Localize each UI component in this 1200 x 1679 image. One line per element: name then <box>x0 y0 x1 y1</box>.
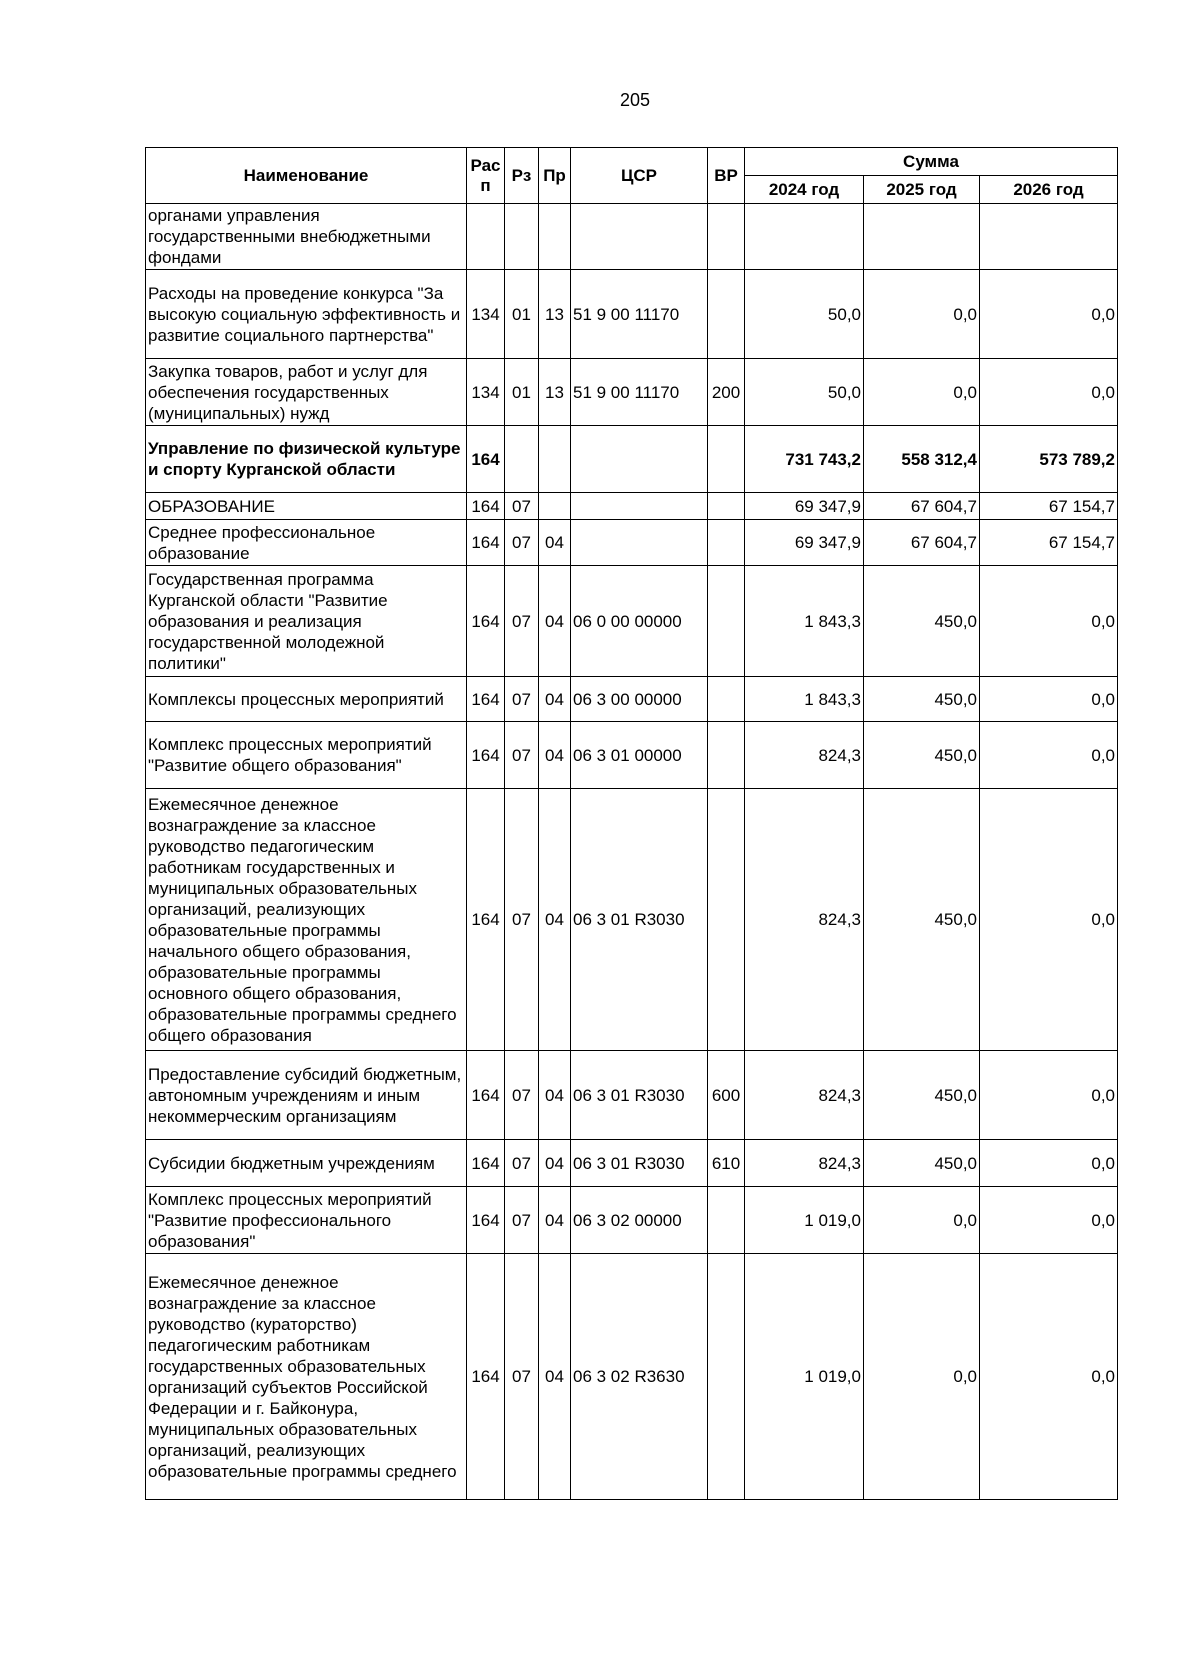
row-name: Ежемесячное денежное вознаграждение за классное руководство педагогическим работникам государственных и муниципальных образовательных организаций, реализующих образовательные программы начального общего образования, образовательные программы основного общего образования, образовательные программы среднего общего образования <box>146 789 467 1051</box>
row-vr <box>708 270 745 359</box>
header-rasp: Рас п <box>467 148 505 204</box>
row-csr <box>571 204 708 270</box>
row-sum-2025: 450,0 <box>864 677 980 722</box>
row-rz <box>505 204 539 270</box>
row-csr <box>571 426 708 493</box>
row-sum-2025: 558 312,4 <box>864 426 980 493</box>
header-year-2026: 2026 год <box>980 176 1118 204</box>
row-csr: 06 3 00 00000 <box>571 677 708 722</box>
row-sum-2026: 0,0 <box>980 677 1118 722</box>
row-vr <box>708 566 745 677</box>
row-rasp: 164 <box>467 1254 505 1500</box>
table-row <box>146 1254 1118 1500</box>
row-rasp: 164 <box>467 722 505 789</box>
row-sum-2026: 0,0 <box>980 1187 1118 1254</box>
page-number: 205 <box>619 90 651 110</box>
row-rz: 07 <box>505 789 539 1051</box>
row-pr: 04 <box>539 677 571 722</box>
row-pr: 13 <box>539 270 571 359</box>
row-sum-2026: 0,0 <box>980 359 1118 426</box>
row-name: Комплексы процессных мероприятий <box>146 677 467 722</box>
row-rasp: 134 <box>467 359 505 426</box>
row-sum-2025: 0,0 <box>864 1187 980 1254</box>
row-name: Закупка товаров, работ и услуг для обеспечения государственных (муниципальных) нужд <box>146 359 467 426</box>
row-vr <box>708 677 745 722</box>
row-pr: 13 <box>539 359 571 426</box>
row-rz <box>505 426 539 493</box>
row-rz: 01 <box>505 359 539 426</box>
table-row <box>146 493 1118 520</box>
row-pr: 04 <box>539 1051 571 1140</box>
row-rasp: 164 <box>467 789 505 1051</box>
row-vr <box>708 493 745 520</box>
row-rz: 07 <box>505 1051 539 1140</box>
row-sum-2026: 67 154,7 <box>980 493 1118 520</box>
row-sum-2024: 69 347,9 <box>745 520 864 566</box>
row-vr: 610 <box>708 1140 745 1187</box>
row-sum-2024: 50,0 <box>745 359 864 426</box>
row-sum-2025: 0,0 <box>864 1254 980 1500</box>
row-sum-2025: 0,0 <box>864 359 980 426</box>
table-row <box>146 1140 1118 1187</box>
row-vr: 200 <box>708 359 745 426</box>
row-vr <box>708 204 745 270</box>
row-rz: 07 <box>505 493 539 520</box>
row-rasp: 134 <box>467 270 505 359</box>
row-sum-2024: 824,3 <box>745 789 864 1051</box>
row-name: Расходы на проведение конкурса "За высокую социальную эффективность и развитие социального партнерства" <box>146 270 467 359</box>
row-sum-2026: 0,0 <box>980 270 1118 359</box>
row-name: Ежемесячное денежное вознаграждение за классное руководство (кураторство) педагогическим работникам государственных образовательных организаций субъектов Российской Федерации и г. Байконура, муниципальных образовательных организаций, реализующих образовательные программы среднего <box>146 1254 467 1500</box>
row-csr: 06 3 01 R3030 <box>571 1051 708 1140</box>
table-row <box>146 426 1118 493</box>
header-rz: Рз <box>505 148 539 204</box>
row-vr <box>708 1254 745 1500</box>
row-sum-2024: 731 743,2 <box>745 426 864 493</box>
row-rz: 01 <box>505 270 539 359</box>
row-name: Субсидии бюджетным учреждениям <box>146 1140 467 1187</box>
row-pr: 04 <box>539 789 571 1051</box>
row-pr <box>539 493 571 520</box>
row-sum-2026 <box>980 204 1118 270</box>
row-sum-2026: 0,0 <box>980 789 1118 1051</box>
row-sum-2024: 1 019,0 <box>745 1187 864 1254</box>
row-sum-2026: 67 154,7 <box>980 520 1118 566</box>
table-row <box>146 1187 1118 1254</box>
row-name: Государственная программа Курганской области "Развитие образования и реализация государственной молодежной политики" <box>146 566 467 677</box>
header-pr: Пр <box>539 148 571 204</box>
row-rz: 07 <box>505 1140 539 1187</box>
row-vr: 600 <box>708 1051 745 1140</box>
row-vr <box>708 520 745 566</box>
row-vr <box>708 426 745 493</box>
table-row <box>146 722 1118 789</box>
header-csr: ЦСР <box>571 148 708 204</box>
row-sum-2026: 0,0 <box>980 722 1118 789</box>
table-row <box>146 677 1118 722</box>
row-rz: 07 <box>505 520 539 566</box>
row-sum-2025: 450,0 <box>864 722 980 789</box>
table-row <box>146 204 1118 270</box>
row-name: Среднее профессиональное образование <box>146 520 467 566</box>
row-pr: 04 <box>539 722 571 789</box>
row-rasp: 164 <box>467 1140 505 1187</box>
budget-table <box>145 147 1118 1500</box>
row-name: органами управления государственными внебюджетными фондами <box>146 204 467 270</box>
row-sum-2025 <box>864 204 980 270</box>
row-sum-2025: 450,0 <box>864 789 980 1051</box>
table-row <box>146 520 1118 566</box>
row-sum-2024: 824,3 <box>745 1051 864 1140</box>
row-csr: 06 3 02 00000 <box>571 1187 708 1254</box>
row-name: ОБРАЗОВАНИЕ <box>146 493 467 520</box>
row-rasp: 164 <box>467 677 505 722</box>
table-row <box>146 270 1118 359</box>
header-vr: ВР <box>708 148 745 204</box>
row-name: Предоставление субсидий бюджетным, автономным учреждениям и иным некоммерческим организациям <box>146 1051 467 1140</box>
row-rasp: 164 <box>467 520 505 566</box>
header-sum: Сумма <box>745 148 1118 176</box>
row-sum-2024: 824,3 <box>745 1140 864 1187</box>
row-pr: 04 <box>539 520 571 566</box>
row-pr: 04 <box>539 1254 571 1500</box>
row-name: Комплекс процессных мероприятий "Развитие общего образования" <box>146 722 467 789</box>
table-row <box>146 1051 1118 1140</box>
row-rz: 07 <box>505 566 539 677</box>
row-sum-2025: 450,0 <box>864 566 980 677</box>
row-csr: 06 3 01 00000 <box>571 722 708 789</box>
table-row <box>146 359 1118 426</box>
row-sum-2025: 450,0 <box>864 1051 980 1140</box>
row-sum-2026: 0,0 <box>980 1140 1118 1187</box>
row-sum-2025: 67 604,7 <box>864 520 980 566</box>
row-sum-2026: 0,0 <box>980 1051 1118 1140</box>
header-year-2025: 2025 год <box>864 176 980 204</box>
row-rasp <box>467 204 505 270</box>
row-csr <box>571 520 708 566</box>
row-sum-2024: 1 843,3 <box>745 566 864 677</box>
table-row <box>146 789 1118 1051</box>
row-rasp: 164 <box>467 1051 505 1140</box>
row-rz: 07 <box>505 677 539 722</box>
row-csr: 06 3 02 R3630 <box>571 1254 708 1500</box>
row-rasp: 164 <box>467 566 505 677</box>
row-csr: 06 3 01 R3030 <box>571 1140 708 1187</box>
row-rz: 07 <box>505 722 539 789</box>
row-pr: 04 <box>539 1140 571 1187</box>
row-rasp: 164 <box>467 426 505 493</box>
row-csr <box>571 493 708 520</box>
row-sum-2024: 1 843,3 <box>745 677 864 722</box>
row-csr: 51 9 00 11170 <box>571 359 708 426</box>
row-pr: 04 <box>539 1187 571 1254</box>
row-name: Комплекс процессных мероприятий "Развитие профессионального образования" <box>146 1187 467 1254</box>
row-pr: 04 <box>539 566 571 677</box>
row-pr <box>539 426 571 493</box>
row-rasp: 164 <box>467 1187 505 1254</box>
row-sum-2024: 1 019,0 <box>745 1254 864 1500</box>
row-sum-2026: 0,0 <box>980 1254 1118 1500</box>
row-csr: 06 0 00 00000 <box>571 566 708 677</box>
row-sum-2026: 0,0 <box>980 566 1118 677</box>
row-sum-2025: 67 604,7 <box>864 493 980 520</box>
row-csr: 06 3 01 R3030 <box>571 789 708 1051</box>
row-sum-2025: 0,0 <box>864 270 980 359</box>
row-rz: 07 <box>505 1187 539 1254</box>
row-sum-2026: 573 789,2 <box>980 426 1118 493</box>
row-csr: 51 9 00 11170 <box>571 270 708 359</box>
row-rasp: 164 <box>467 493 505 520</box>
row-vr <box>708 1187 745 1254</box>
header-year-2024: 2024 год <box>745 176 864 204</box>
row-pr <box>539 204 571 270</box>
table-row <box>146 566 1118 677</box>
row-name: Управление по физической культуре и спорту Курганской области <box>146 426 467 493</box>
row-vr <box>708 722 745 789</box>
row-sum-2024: 824,3 <box>745 722 864 789</box>
header-name: Наименование <box>146 148 467 204</box>
budget-table-body <box>146 204 1118 1500</box>
row-rz: 07 <box>505 1254 539 1500</box>
row-sum-2024 <box>745 204 864 270</box>
row-sum-2024: 69 347,9 <box>745 493 864 520</box>
row-vr <box>708 789 745 1051</box>
row-sum-2025: 450,0 <box>864 1140 980 1187</box>
row-sum-2024: 50,0 <box>745 270 864 359</box>
